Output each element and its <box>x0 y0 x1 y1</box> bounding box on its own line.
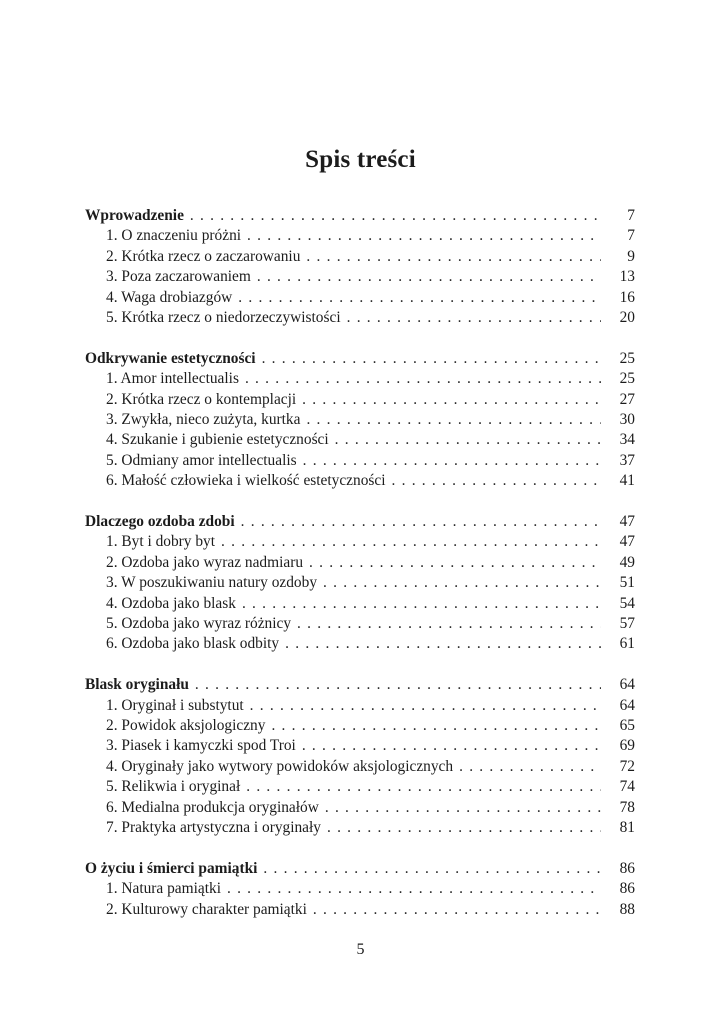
subchapter-title: 5. Krótka rzecz o niedorzeczywistości <box>106 308 341 326</box>
toc-subentry <box>85 410 635 430</box>
toc-subentry <box>85 471 635 491</box>
toc-subentry <box>85 798 635 818</box>
toc-subentry <box>85 634 635 654</box>
subchapter-title: 1. Natura pamiątki <box>106 880 221 898</box>
dot-leader <box>313 900 601 920</box>
subchapter-title: 3. Poza zaczarowaniem <box>106 268 251 286</box>
toc-page-number: 49 <box>619 553 635 571</box>
chapter-title: Dlaczego ozdoba zdobi <box>85 513 235 531</box>
chapter-title: Odkrywanie estetyczności <box>85 349 256 367</box>
dot-leader <box>335 430 601 450</box>
toc-subentry <box>85 879 635 899</box>
toc-page-number: 64 <box>619 696 635 714</box>
toc-subentry <box>85 267 635 287</box>
dot-leader <box>302 390 601 410</box>
toc-subentry <box>85 757 635 777</box>
dot-leader <box>247 226 601 246</box>
toc-subentry <box>85 226 635 246</box>
toc-page-number: 47 <box>619 533 635 551</box>
toc-page-number: 30 <box>619 411 635 429</box>
toc-chapter-entry <box>85 206 635 226</box>
table-of-contents <box>85 206 635 941</box>
toc-subentry <box>85 451 635 471</box>
dot-leader <box>271 716 601 736</box>
dot-leader <box>392 471 601 491</box>
toc-subentry <box>85 736 635 756</box>
toc-subentry <box>85 247 635 267</box>
subchapter-title: 3. W poszukiwaniu natury ozdoby <box>106 574 318 592</box>
toc-page-number: 54 <box>619 594 635 612</box>
toc-page-number: 7 <box>627 227 635 245</box>
subchapter-title: 5. Relikwia i oryginał <box>106 778 241 796</box>
toc-subentry <box>85 777 635 797</box>
toc-page-number: 41 <box>619 472 635 490</box>
toc-subentry <box>85 308 635 328</box>
dot-leader <box>297 614 601 634</box>
dot-leader <box>303 451 601 471</box>
subchapter-title: 4. Szukanie i gubienie estetyczności <box>106 431 329 449</box>
dot-leader <box>306 247 601 267</box>
subchapter-title: 4. Ozdoba jako blask <box>106 594 236 612</box>
toc-page-number: 61 <box>619 635 635 653</box>
toc-page-number: 81 <box>619 819 635 837</box>
toc-subentry <box>85 716 635 736</box>
toc-subentry <box>85 594 635 614</box>
toc-page-number: 86 <box>619 880 635 898</box>
toc-page-number: 20 <box>619 308 635 326</box>
chapter-title: Blask oryginału <box>85 676 189 694</box>
dot-leader <box>325 798 601 818</box>
toc-subentry <box>85 553 635 573</box>
toc-page-number: 86 <box>619 859 635 877</box>
subchapter-title: 5. Odmiany amor intellectualis <box>106 451 297 469</box>
toc-page-number: 64 <box>619 676 635 694</box>
subchapter-title: 2. Kulturowy charakter pamiątki <box>106 900 307 918</box>
subchapter-title: 1. O znaczeniu próżni <box>106 227 242 245</box>
dot-leader <box>195 675 601 695</box>
toc-page-number: 25 <box>619 349 635 367</box>
toc-subentry <box>85 573 635 593</box>
subchapter-title: 1. Amor intellectualis <box>106 370 239 388</box>
toc-page-number: 47 <box>619 513 635 531</box>
toc-chapter-entry <box>85 675 635 695</box>
toc-section <box>85 206 635 328</box>
toc-subentry <box>85 818 635 838</box>
subchapter-title: 2. Krótka rzecz o kontemplacji <box>106 390 297 408</box>
toc-section <box>85 512 635 655</box>
dot-leader <box>262 349 601 369</box>
toc-page-number: 25 <box>619 370 635 388</box>
subchapter-title: 1. Byt i dobry byt <box>106 533 216 551</box>
toc-page-number: 16 <box>619 288 635 306</box>
toc-subentry <box>85 696 635 716</box>
toc-section <box>85 675 635 838</box>
dot-leader <box>245 369 601 389</box>
subchapter-title: 4. Waga drobiazgów <box>106 288 233 306</box>
subchapter-title: 6. Medialna produkcja oryginałów <box>106 798 319 816</box>
dot-leader <box>327 818 601 838</box>
toc-page-number: 13 <box>619 268 635 286</box>
toc-page-number: 9 <box>627 247 635 265</box>
toc-subentry <box>85 288 635 308</box>
toc-page-number: 7 <box>627 207 635 224</box>
toc-subentry <box>85 614 635 634</box>
dot-leader <box>347 308 601 328</box>
toc-page-number: 65 <box>619 717 635 735</box>
toc-page-number: 37 <box>619 451 635 469</box>
toc-subentry <box>85 369 635 389</box>
page-title: Spis treści <box>305 146 416 173</box>
dot-leader <box>227 879 601 899</box>
subchapter-title: 2. Powidok aksjologiczny <box>106 717 266 735</box>
toc-subentry <box>85 532 635 552</box>
dot-leader <box>250 696 601 716</box>
dot-leader <box>242 594 601 614</box>
toc-page-number: 34 <box>619 431 635 449</box>
dot-leader <box>221 532 601 552</box>
toc-chapter-entry <box>85 512 635 532</box>
dot-leader <box>241 512 601 532</box>
subchapter-title: 5. Ozdoba jako wyraz różnicy <box>106 615 292 633</box>
dot-leader <box>246 777 601 797</box>
dot-leader <box>302 736 601 756</box>
subchapter-title: 2. Ozdoba jako wyraz nadmiaru <box>106 553 304 571</box>
dot-leader <box>263 859 601 879</box>
toc-page-number: 78 <box>619 798 635 816</box>
dot-leader <box>285 634 601 654</box>
subchapter-title: 2. Krótka rzecz o zaczarowaniu <box>106 247 301 265</box>
toc-page-number: 27 <box>619 390 635 408</box>
toc-section <box>85 859 635 920</box>
toc-chapter-entry <box>85 349 635 369</box>
toc-page-number: 74 <box>619 778 635 796</box>
toc-page-number: 72 <box>619 757 635 775</box>
toc-subentry <box>85 430 635 450</box>
subchapter-title: 3. Piasek i kamyczki spod Troi <box>106 737 296 755</box>
subchapter-title: 1. Oryginał i substytut <box>106 696 244 714</box>
toc-chapter-entry <box>85 859 635 879</box>
dot-leader <box>309 553 601 573</box>
dot-leader <box>323 573 601 593</box>
subchapter-title: 3. Zwykła, nieco zużyta, kurtka <box>106 411 301 429</box>
chapter-title: O życiu i śmierci pamiątki <box>85 859 258 877</box>
dot-leader <box>190 206 601 226</box>
subchapter-title: 7. Praktyka artystyczna i oryginały <box>106 819 321 837</box>
toc-section <box>85 349 635 492</box>
chapter-title: Wprowadzenie <box>85 207 184 224</box>
dot-leader <box>459 757 601 777</box>
toc-subentry <box>85 390 635 410</box>
toc-subentry <box>85 900 635 920</box>
subchapter-title: 6. Ozdoba jako blask odbity <box>106 635 280 653</box>
dot-leader <box>238 288 601 308</box>
subchapter-title: 6. Małość człowieka i wielkość estetyczności <box>106 472 386 490</box>
page-number: 5 <box>356 941 365 958</box>
toc-page-number: 69 <box>619 737 635 755</box>
toc-page-number: 51 <box>619 574 635 592</box>
toc-page-number: 57 <box>619 615 635 633</box>
toc-page-number: 88 <box>619 900 635 918</box>
dot-leader <box>257 267 601 287</box>
dot-leader <box>306 410 601 430</box>
subchapter-title: 4. Oryginały jako wytwory powidoków aksjologicznych <box>106 757 454 775</box>
